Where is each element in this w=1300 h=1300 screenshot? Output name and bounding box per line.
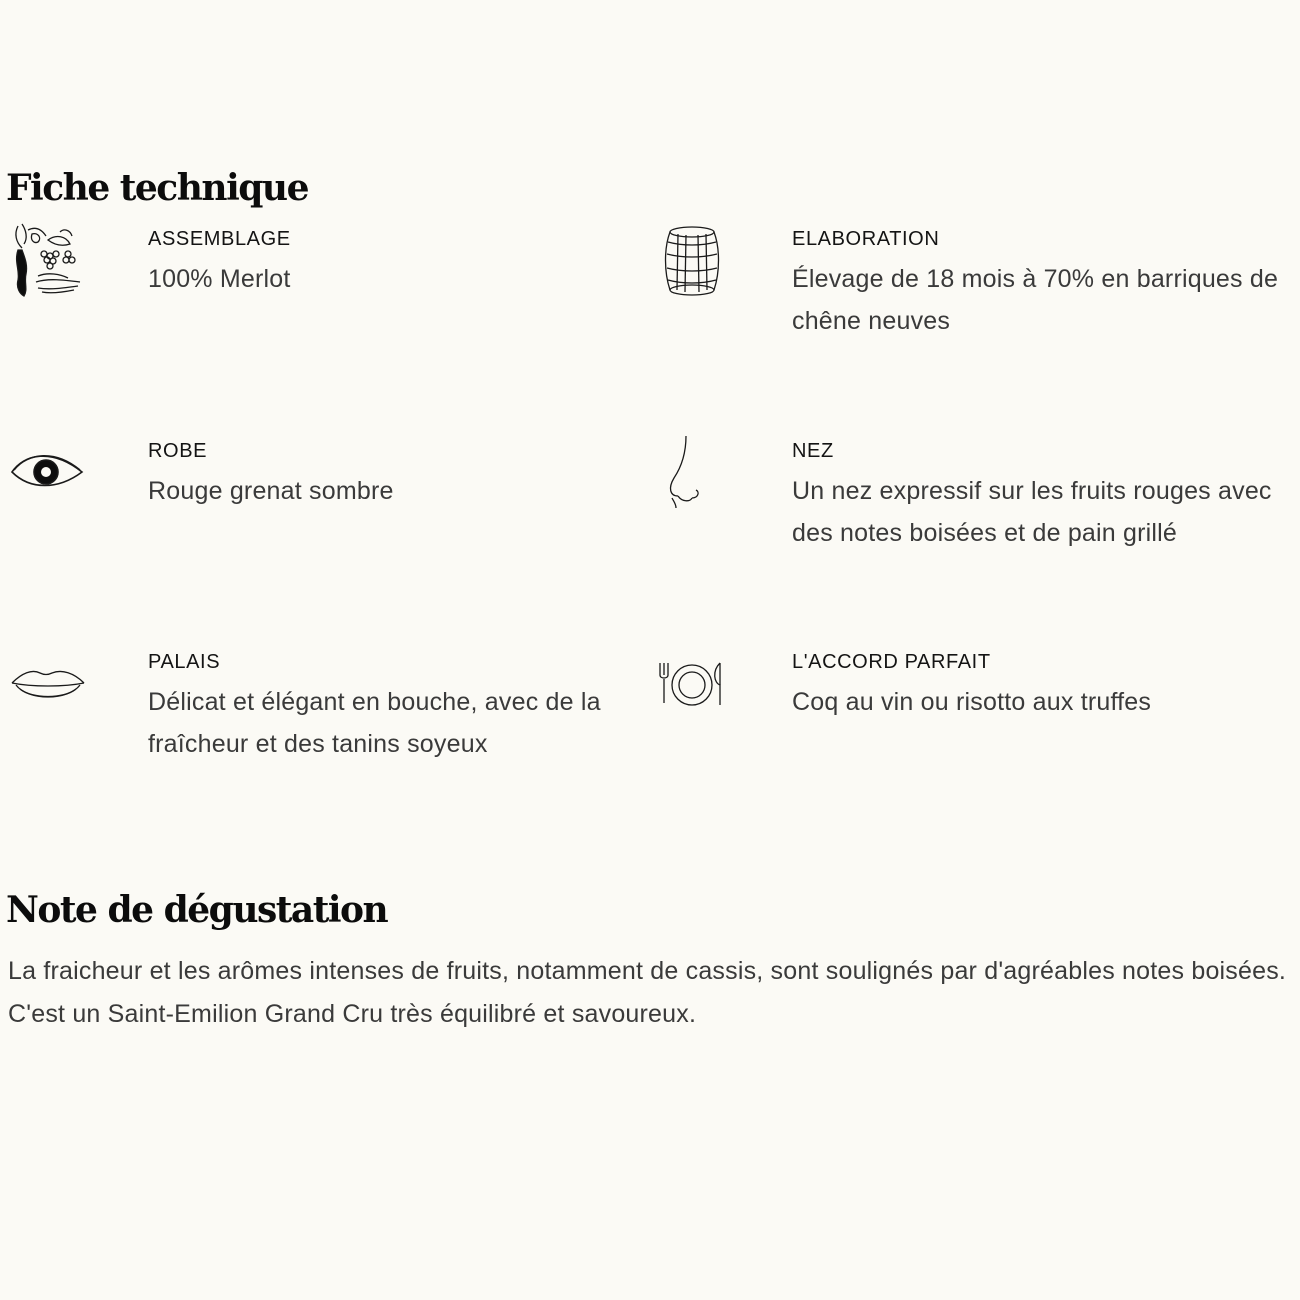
nose-icon — [652, 432, 732, 512]
plate-cutlery-icon — [652, 643, 732, 723]
item-label: NEZ — [792, 440, 834, 462]
item-value: Coq au vin ou risotto aux truffes — [792, 688, 1152, 716]
item-label: ASSEMBLAGE — [148, 228, 291, 250]
lips-icon — [8, 643, 88, 723]
item-label: ROBE — [148, 440, 208, 462]
item-value: 100% Merlot — [148, 265, 291, 293]
item-label: PALAIS — [148, 651, 221, 673]
grape-vine-icon — [8, 220, 88, 300]
item-value: Élevage de 18 mois à 70% en barriques de chêne neuves — [792, 265, 1279, 335]
tasting-note-text: La fraicheur et les arômes intenses de fruits, notamment de cassis, sont soulignés par d'agréables notes boisées. C'est un Saint-Emilion Grand Cru très équilibré et savoureux. — [8, 957, 1287, 1028]
technical-sheet-title: Fiche technique — [6, 167, 308, 209]
item-label: ELABORATION — [792, 228, 940, 250]
barrel-icon — [652, 220, 732, 300]
item-value: Rouge grenat sombre — [148, 477, 394, 505]
item-value: Un nez expressif sur les fruits rouges avec des notes boisées et de pain grillé — [792, 477, 1272, 547]
tasting-note-title: Note de dégustation — [6, 889, 388, 931]
item-label: L'ACCORD PARFAIT — [792, 651, 991, 673]
item-value: Délicat et élégant en bouche, avec de la fraîcheur et des tanins soyeux — [148, 688, 601, 758]
eye-icon — [8, 432, 88, 512]
